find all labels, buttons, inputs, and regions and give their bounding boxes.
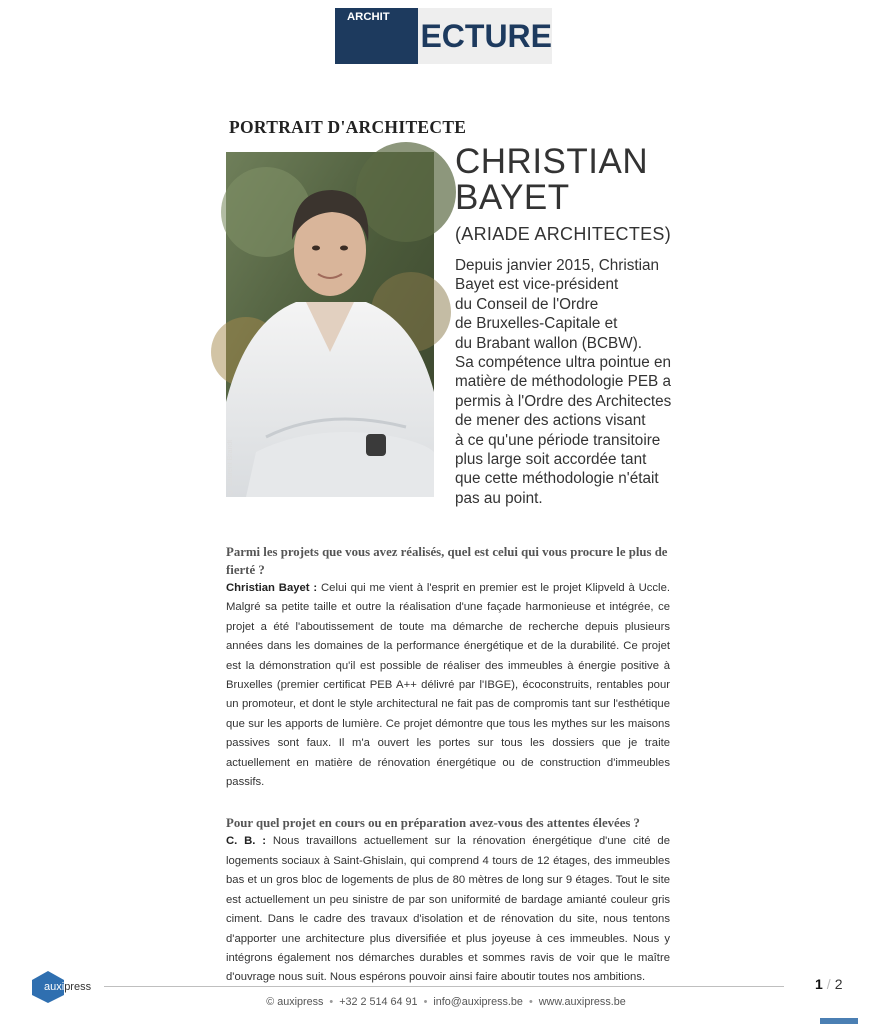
intro-line: Depuis janvier 2015, Christian <box>455 257 660 274</box>
portrait-photo <box>226 152 434 497</box>
intro-line: matière de méthodologie PEB a <box>455 373 671 391</box>
answer-1-speaker: Christian Bayet : <box>226 582 318 594</box>
logo-part-dark: ARCHIT <box>335 8 418 64</box>
corner-accent <box>820 1018 858 1024</box>
page-current[interactable]: 1 <box>815 976 823 992</box>
logo-text-part2: press <box>64 981 92 993</box>
page-separator: / <box>826 976 831 992</box>
intro-line: permis à l'Ordre des Architectes <box>455 392 672 410</box>
architect-name <box>455 144 695 216</box>
name-line-2: BAYET <box>455 178 570 217</box>
bullet-separator: • <box>423 996 428 1008</box>
question-1: Parmi les projets que vous avez réalisés, quel est celui qui vous procure le plus de fierté ? <box>226 545 668 577</box>
website-link[interactable]: www.auxipress.be <box>538 996 626 1008</box>
copyright: © auxipress <box>266 996 324 1008</box>
answer-2 <box>226 832 670 987</box>
answer-1 <box>226 579 670 792</box>
photo-credit: © Laurent Brandt <box>227 439 234 495</box>
name-line-1: CHRISTIAN <box>455 142 649 181</box>
intro-line: à ce qu'une période transitoire <box>455 431 661 449</box>
answer-2-text: Nous travaillons actuellement sur la rénovation énergétique d'une cité de logements sociaux à Saint-Ghislain, qui comprend 4 tours de 12 étages, des immeubles bas et un gros bloc de logements de plus de 80 mètres de long sur 9 étages. Tout le site est actuellement un peu sinistre de par son uniformité de bardage amianté couleur gris ciment. Dans le cadre des travaux d'isolation et de rénovation du site, nous tentons d'apporter une architecture plus diversifiée et plus joyeuse à ces immeubles. Nous y intégrons également nos démarches durables et sommes ravis de voir que le maître d'ouvrage nous suit. Nous espérons pouvoir ainsi faire aboutir toutes nos ambitions. <box>226 835 670 984</box>
intro-line: pas au point. <box>455 489 543 507</box>
intro-line: de Bruxelles-Capitale et <box>455 315 618 333</box>
auxipress-logo-text <box>44 981 91 993</box>
answer-2-speaker: C. B. : <box>226 835 267 848</box>
phone-number: +32 2 514 64 91 <box>339 996 418 1008</box>
answer-1-text: Celui qui me vient à l'esprit en premier est le projet Klipveld à Uccle. Malgré sa petite taille et outre la réalisation d'une façade harmonieuse et intégrée, ce projet a été l'aboutissement de toute ma démarche de recherche depuis plusieurs années dans les domaines de la performance énergétique et de la durabilité. Ce projet est la démonstration qu'il est possible de réaliser des immeubles à énergie positive à Bruxelles (premier certificat PEB A++ délivré par l'IBGE), écoconstruits, rentables pour un promoteur, et dont le style architectural ne fait pas de compromis tant sur l'esthétique que sur les apports de lumière. Ce projet démontre que tous les mythes sur les maisons passives sont faux. Il m'a ouvert les portes sur tous les dossiers que je traite actuellement en matière de rénovation énergétique ou de construction d'immeubles passifs. <box>226 582 670 789</box>
bullet-separator: • <box>329 996 334 1008</box>
logo-text-part1: auxi <box>44 981 65 993</box>
magazine-logo <box>335 8 552 64</box>
intro-line: plus large soit accordée tant <box>455 451 647 469</box>
intro-paragraph <box>455 256 695 508</box>
pagination <box>815 976 842 992</box>
bullet-separator: • <box>528 996 533 1008</box>
intro-line: Sa compétence ultra pointue en <box>455 354 672 372</box>
question-2: Pour quel projet en cours ou en préparation avez-vous des attentes élevées ? <box>226 816 640 831</box>
footer-divider <box>104 986 784 987</box>
section-title: PORTRAIT D'ARCHITECTE <box>229 117 467 137</box>
footer-contact <box>0 996 892 1008</box>
intro-line: du Brabant wallon (BCBW). <box>455 334 643 352</box>
firm-name: (ARIADE ARCHITECTES) <box>455 224 672 244</box>
portrait-illustration <box>226 152 434 497</box>
intro-line: Bayet est vice-président <box>455 276 619 294</box>
intro-line: de mener des actions visant <box>455 412 646 430</box>
page-next[interactable]: 2 <box>834 976 843 992</box>
intro-line: du Conseil de l'Ordre <box>455 295 599 313</box>
logo-part-light: ECTURE <box>418 8 552 64</box>
email-link[interactable]: info@auxipress.be <box>433 996 523 1008</box>
interview-body <box>226 543 670 988</box>
intro-line: que cette méthodologie n'était <box>455 470 659 488</box>
